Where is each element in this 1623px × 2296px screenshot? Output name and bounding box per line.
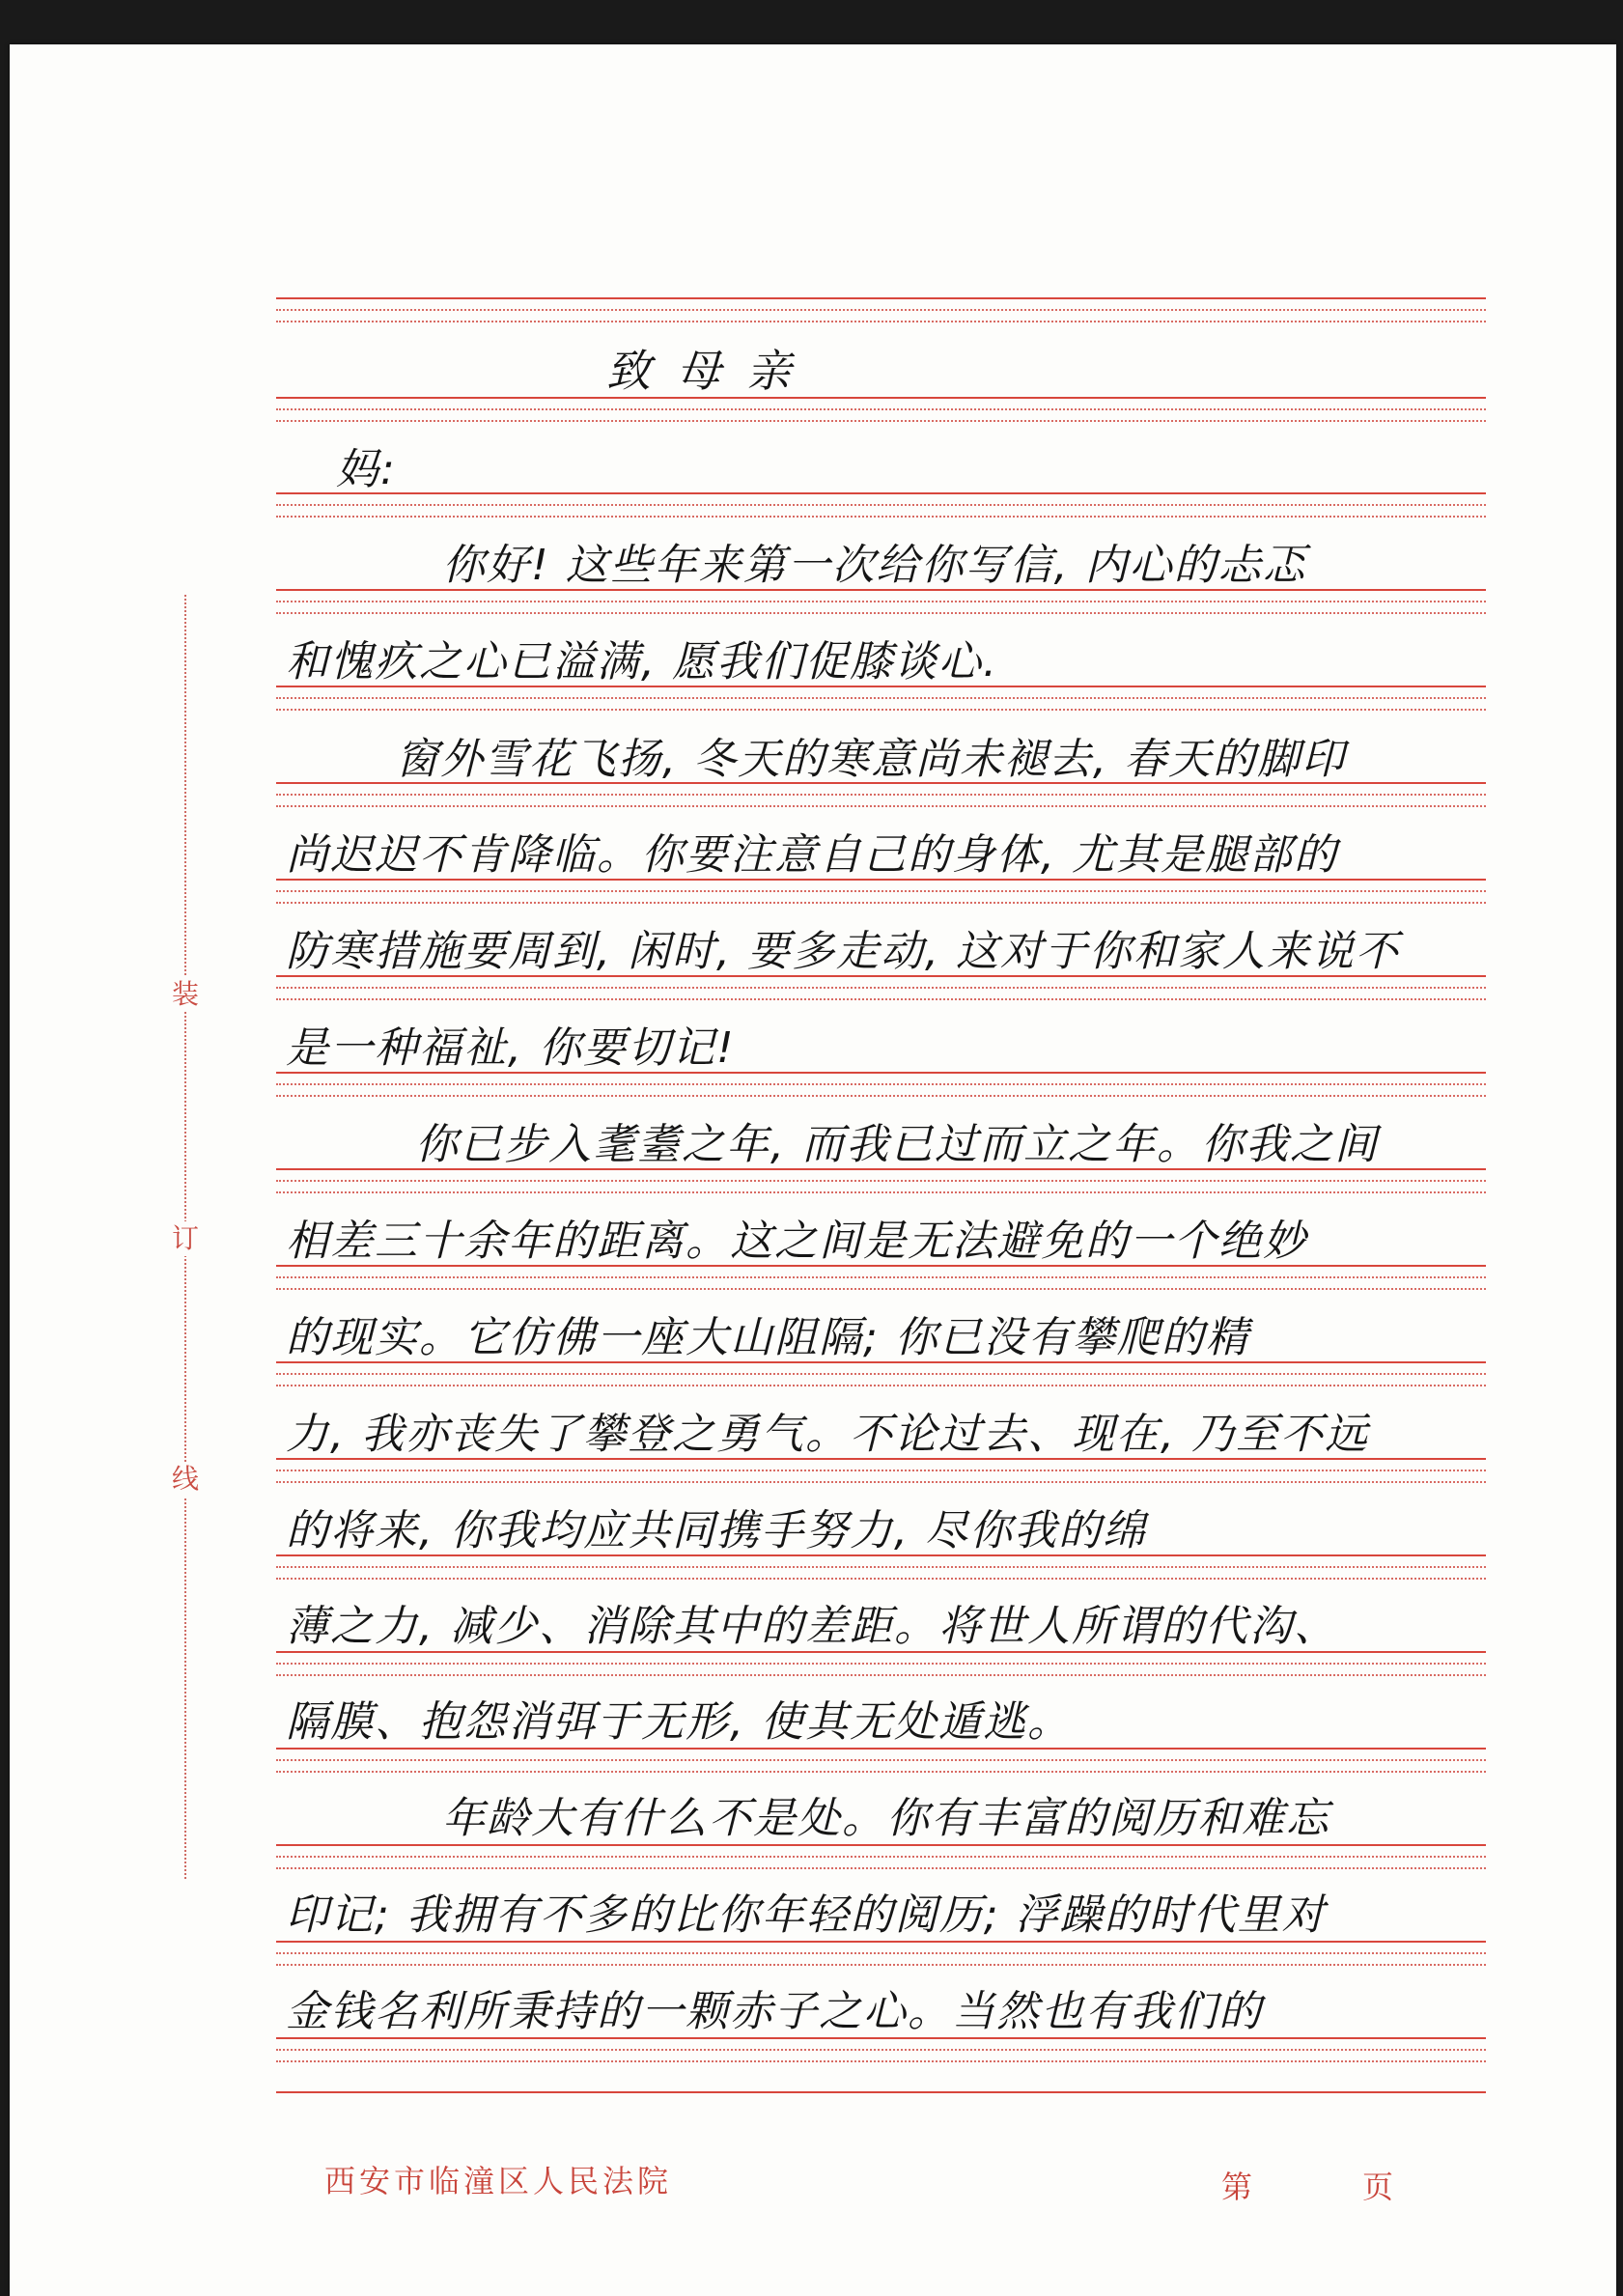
ruled-guide-line: [276, 1373, 1486, 1375]
ruled-guide-line: [276, 1566, 1486, 1568]
page-suffix: 页: [1361, 2169, 1393, 2205]
ruled-guide-line: [276, 1481, 1486, 1483]
letter-line: 你好! 这些年来第一次给你写信, 内心的忐忑: [442, 541, 1307, 590]
ruled-guide-line: [276, 408, 1486, 410]
binding-mark-ding: 订: [168, 1221, 203, 1256]
ruled-guide-line: [276, 1663, 1486, 1665]
page-prefix: 第: [1221, 2169, 1253, 2205]
letter-line: 防寒措施要周到, 闲时, 要多走动, 这对于你和家人来说不: [286, 927, 1400, 976]
ruled-guide-line: [276, 420, 1486, 422]
ruled-guide-line: [276, 1083, 1486, 1085]
ruled-guide-line: [276, 794, 1486, 796]
letter-line: 薄之力, 减少、消除其中的差距。将世人所谓的代沟、: [286, 1602, 1338, 1651]
ruled-guide-line: [276, 805, 1486, 807]
ruled-guide-line: [276, 321, 1486, 322]
ruled-guide-line: [276, 902, 1486, 904]
letter-line: 尚迟迟不肯降临。你要注意自己的身体, 尤其是腿部的: [286, 830, 1338, 880]
ruled-guide-line: [276, 1759, 1486, 1761]
footer-page-number: [1221, 2163, 1393, 2207]
ruled-guide-line: [276, 1856, 1486, 1858]
ruled-line: [276, 397, 1486, 399]
letter-line: 的将来, 你我均应共同携手努力, 尽你我的绵: [286, 1506, 1147, 1555]
ruled-guide-line: [276, 1191, 1486, 1193]
letter-line: 的现实。它仿佛一座大山阻隔; 你已没有攀爬的精: [286, 1313, 1250, 1362]
ruled-guide-line: [276, 612, 1486, 614]
letter-line: 是一种福祉, 你要切记!: [286, 1023, 736, 1073]
ruled-guide-line: [276, 1771, 1486, 1773]
letter-line: 相差三十余年的距离。这之间是无法避免的一个绝妙: [286, 1217, 1307, 1266]
ruled-guide-line: [276, 998, 1486, 1000]
ruled-guide-line: [276, 516, 1486, 518]
ruled-guide-line: [276, 1095, 1486, 1097]
letter-title: 致 母 亲: [606, 345, 798, 397]
ruled-guide-line: [276, 1276, 1486, 1278]
ruled-guide-line: [276, 709, 1486, 711]
ruled-guide-line: [276, 1674, 1486, 1676]
ruled-guide-line: [276, 1288, 1486, 1290]
ruled-guide-line: [276, 1470, 1486, 1471]
footer-court-name: 西安市临潼区人民法院: [324, 2163, 673, 2199]
letter-line: 金钱名利所秉持的一颗赤子之心。当然也有我们的: [286, 1987, 1263, 2036]
ruled-guide-line: [276, 987, 1486, 989]
ruled-guide-line: [276, 1867, 1486, 1869]
letter-line: 隔膜、抱怨消弭于无形, 使其无处遁逃。: [286, 1697, 1072, 1747]
letter-line: 年龄大有什么不是处。你有丰富的阅历和难忘: [442, 1794, 1330, 1843]
letter-line: 印记; 我拥有不多的比你年轻的阅历; 浮躁的时代里对: [286, 1890, 1327, 1940]
ruled-guide-line: [276, 2060, 1486, 2062]
ruled-guide-line: [276, 697, 1486, 699]
ruled-guide-line: [276, 1952, 1486, 1954]
letter-salutation: 妈:: [336, 445, 397, 494]
letter-line: 你已步入耄耋之年, 而我已过而立之年。你我之间: [415, 1120, 1379, 1169]
ruled-guide-line: [276, 1964, 1486, 1966]
ruled-guide-line: [276, 1385, 1486, 1386]
ruled-guide-line: [276, 504, 1486, 506]
ruled-guide-line: [276, 2049, 1486, 2051]
binding-mark-zhuang: 装: [168, 977, 203, 1012]
letter-paper: [10, 44, 1616, 2296]
ruled-guide-line: [276, 1180, 1486, 1182]
ruled-guide-line: [276, 890, 1486, 892]
ruled-line: [276, 492, 1486, 494]
letter-line: 和愧疚之心已溢满, 愿我们促膝谈心.: [286, 637, 998, 686]
letter-line: 力, 我亦丧失了攀登之勇气。不论过去、现在, 乃至不远: [286, 1410, 1369, 1459]
ruled-guide-line: [276, 601, 1486, 602]
letter-line: 窗外雪花飞扬, 冬天的寒意尚未褪去, 春天的脚印: [396, 735, 1346, 784]
ruled-guide-line: [276, 1578, 1486, 1580]
ruled-line: [276, 297, 1486, 299]
binding-mark-xian: 线: [168, 1462, 203, 1497]
ruled-guide-line: [276, 309, 1486, 311]
footer-rule: [276, 2091, 1486, 2093]
